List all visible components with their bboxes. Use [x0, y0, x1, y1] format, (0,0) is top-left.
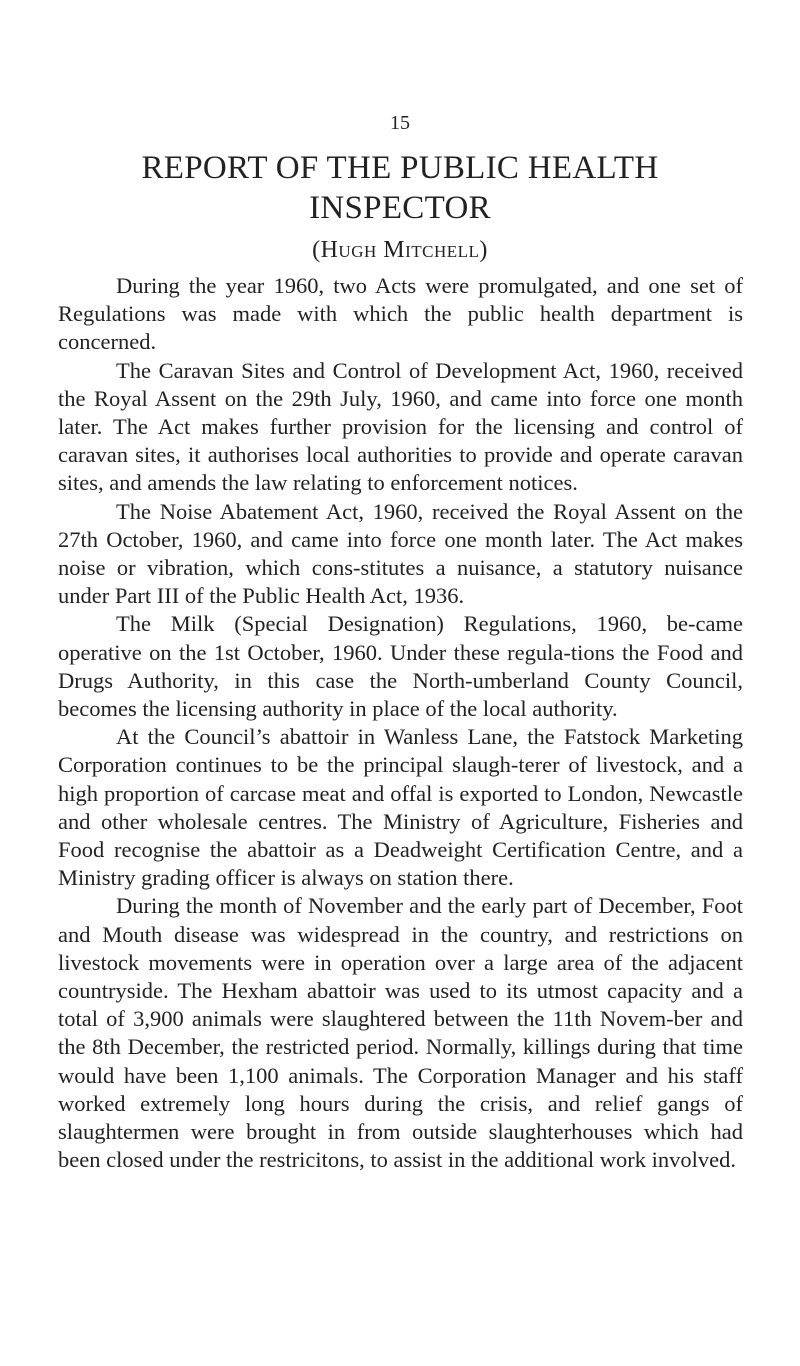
report-body — [58, 272, 743, 1175]
paragraph-noise-abatement: The Noise Abatement Act, 1960, received the Royal Assent on the 27th October, 1960, and came into force one month later. The Act makes noise or vibration, which cons-stitutes a nuisance, a statutory nuisance under Part III of the Public Health Act, 1936. — [58, 498, 743, 609]
paragraph-caravan-sites: The Caravan Sites and Control of Development Act, 1960, received the Royal Assent on the 29th July, 1960, and came into force one month later. The Act makes further provision for the licensing and control of caravan sites, it authorises local authorities to provide and operate caravan sites, and amends the law relating to enforcement notices. — [58, 357, 743, 496]
paragraph-foot-and-mouth: During the month of November and the early part of December, Foot and Mouth disease was widespread in the country, and restrictions on livestock movements were in operation over a large area of the adjacent countryside. The Hexham abattoir was used to its utmost capacity and a total of 3,900 animals were slaughtered between the 11th Novem-ber and the 8th December, the restricted period. Normally, killings during that time would have been 1,100 animals. The Corporation Manager and his staff worked extremely long hours during the crisis, and relief gangs of slaughtermen were brought in from outside slaughterhouses which had been closed under the restricitons, to assist in the additional work involved. — [58, 893, 743, 1173]
paragraph-abattoir: At the Council’s abattoir in Wanless Lane, the Fatstock Marketing Corporation continues to be the principal slaugh-terer of livestock, and a high proportion of carcase meat and offal is exported to London, Newcastle and other wholesale centres. The Ministry of Agriculture, Fisheries and Food recognise the abattoir as a Deadweight Certification Centre, and a Ministry grading officer is always on station there. — [58, 724, 743, 891]
report-title-line-1: REPORT OF THE PUBLIC HEALTH — [141, 150, 659, 186]
paragraph-milk-regulations: The Milk (Special Designation) Regulations, 1960, be-came operative on the 1st October, 1960. Under these regula-tions the Food and Drugs Authority, in this case the North-umberland County Council, becomes the licensing authority in place of the local authority. — [58, 611, 743, 722]
author-name: (Hugh Mitchell) — [312, 237, 488, 263]
page-number: 15 — [390, 112, 410, 134]
report-title — [60, 148, 740, 228]
paragraph-acts-intro: During the year 1960, two Acts were promulgated, and one set of Regulations was made with which the public health department is concerned. — [58, 273, 743, 355]
report-title-line-2: INSPECTOR — [309, 190, 491, 226]
